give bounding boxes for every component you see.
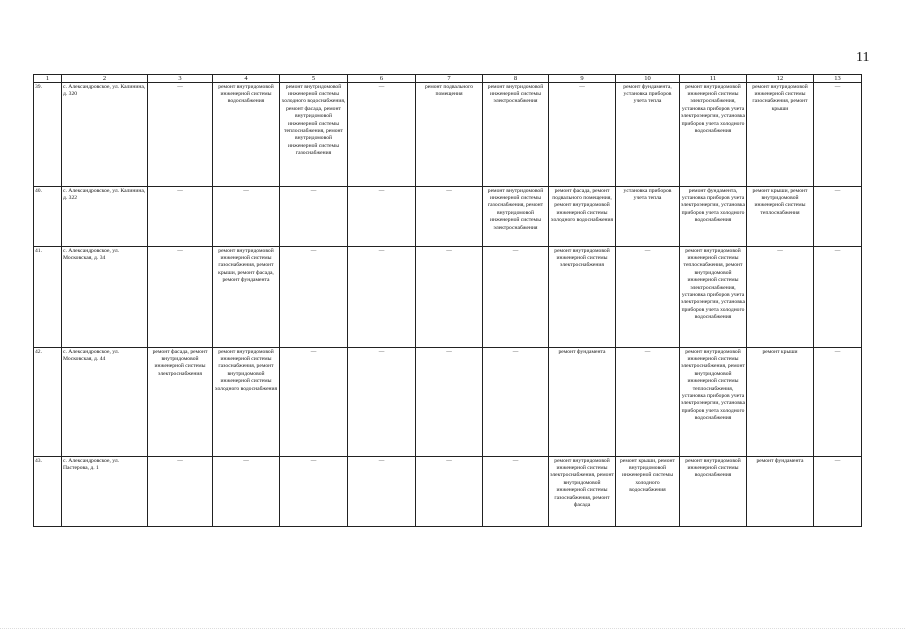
table-cell: —	[348, 187, 416, 247]
table-cell: ремонт внутридомовой инженерной системы газоснабжения, ремонт крыши	[747, 83, 814, 187]
table-cell: —	[280, 247, 348, 348]
table-cell: ремонт фундамента	[747, 457, 814, 527]
table-cell: ремонт внутридомовой инженерной системы газоснабжения, ремонт внутридомовой инженерной системы электроснабжения	[483, 187, 549, 247]
table-row	[34, 187, 862, 247]
row-number: 39.	[34, 83, 62, 187]
column-header: 13	[814, 75, 862, 83]
address-cell: с. Александровское, ул. Калинина, д. 322	[62, 187, 148, 247]
table-cell: —	[483, 348, 549, 457]
table-cell: ремонт внутридомовой инженерной системы электроснабжения	[549, 247, 616, 348]
address-cell: с. Александровское, ул. Московская, д. 34	[62, 247, 148, 348]
table-cell: —	[416, 348, 483, 457]
table-row	[34, 247, 862, 348]
column-header: 6	[348, 75, 416, 83]
column-header: 7	[416, 75, 483, 83]
table-cell: —	[747, 247, 814, 348]
table-cell: установка приборов учета тепла	[616, 187, 680, 247]
table-cell: ремонт крыши, ремонт внутридомовой инженерной системы теплоснабжения	[747, 187, 814, 247]
table-cell: ремонт внутридомовой инженерной системы газоснабжения, ремонт крыши, ремонт фасада, ремонт фундамента	[213, 247, 280, 348]
table-cell: —	[348, 457, 416, 527]
table-cell: —	[814, 457, 862, 527]
table-cell: ремонт крыши	[747, 348, 814, 457]
page-number: 11	[856, 50, 870, 65]
table-cell: ремонт внутридомовой инженерной системы теплоснабжения, ремонт внутридомовой инженерной системы электроснабжения, установка приборов учета электроэнергии, установка приборов учета холодного водоснабжения	[680, 247, 747, 348]
column-header: 3	[148, 75, 213, 83]
row-number: 41.	[34, 247, 62, 348]
table-cell: —	[483, 247, 549, 348]
table-cell: ремонт внутридомовой инженерной системы электроснабжения, ремонт внутридомовой инженерной системы газоснабжения, ремонт фасада	[549, 457, 616, 527]
table-cell: —	[416, 457, 483, 527]
table-cell: —	[549, 83, 616, 187]
table-cell: —	[416, 187, 483, 247]
table-cell: ремонт фундамента, установка приборов учета электроэнергии, установка приборов учета холодного водоснабжения	[680, 187, 747, 247]
table-row	[34, 457, 862, 527]
column-header: 10	[616, 75, 680, 83]
table-cell: ремонт внутридомовой инженерной системы электроснабжения	[483, 83, 549, 187]
table-cell: —	[280, 457, 348, 527]
table-cell: ремонт фундамента, установка приборов учета тепла	[616, 83, 680, 187]
column-header: 12	[747, 75, 814, 83]
table-cell: —	[616, 348, 680, 457]
table-cell: —	[814, 247, 862, 348]
address-cell: с. Александровское, ул. Пастерова, д. 1	[62, 457, 148, 527]
table-cell: —	[148, 83, 213, 187]
column-header: 4	[213, 75, 280, 83]
row-number: 42.	[34, 348, 62, 457]
row-number: 43.	[34, 457, 62, 527]
address-cell: с. Александровское, ул. Калинина, д. 320	[62, 83, 148, 187]
table-cell: —	[814, 83, 862, 187]
table-cell: —	[280, 348, 348, 457]
table-row	[34, 83, 862, 187]
table-cell: ремонт крыши, ремонт внутридомовой инженерной системы холодного водоснабжения	[616, 457, 680, 527]
table-cell: —	[348, 83, 416, 187]
table-cell: —	[148, 187, 213, 247]
table-cell: ремонт внутридомовой инженерной системы водоснабжения	[213, 83, 280, 187]
table-cell: —	[616, 247, 680, 348]
table-cell: ремонт внутридомовой инженерной системы холодного водоснабжения, ремонт фасада, ремонт внутридомовой инженерной системы теплоснабжения, ремонт внутридомовой инженерной системы газоснабжения	[280, 83, 348, 187]
table-cell: —	[213, 457, 280, 527]
column-header: 11	[680, 75, 747, 83]
table-cell: —	[416, 247, 483, 348]
column-number-header-row	[34, 75, 862, 83]
column-header: 2	[62, 75, 148, 83]
table-cell: ремонт фасада, ремонт подвального помещения, ремонт внутридомовой инженерной системы холодного водоснабжения	[549, 187, 616, 247]
table-cell: ремонт фундамента	[549, 348, 616, 457]
address-cell: с. Александровское, ул. Московская, д. 44	[62, 348, 148, 457]
column-header: 1	[34, 75, 62, 83]
table-cell: —	[814, 187, 862, 247]
repair-schedule-table	[33, 74, 862, 527]
table-row	[34, 348, 862, 457]
table-cell: —	[280, 187, 348, 247]
scan-edge-noise	[0, 628, 905, 635]
table-cell: ремонт внутридомовой инженерной системы электроснабжения, установка приборов учета электроэнергии, установка приборов учета холодного водоснабжения	[680, 83, 747, 187]
table-cell: ремонт внутридомовой инженерной системы газоснабжения, ремонт внутридомовой инженерной системы холодного водоснабжения	[213, 348, 280, 457]
column-header: 8	[483, 75, 549, 83]
table-cell: —	[483, 457, 549, 527]
table-cell: —	[148, 457, 213, 527]
table-cell: —	[348, 348, 416, 457]
table-cell: ремонт подвального помещения	[416, 83, 483, 187]
table-cell: ремонт внутридомовой инженерной системы электроснабжения, ремонт внутридомовой инженерной системы теплоснабжения, установка приборов учета электроэнергии, установка приборов учета холодного водоснабжения	[680, 348, 747, 457]
table-cell: ремонт фасада, ремонт внутридомовой инженерной системы электроснабжения	[148, 348, 213, 457]
table-cell: —	[348, 247, 416, 348]
table-cell: —	[213, 187, 280, 247]
column-header: 9	[549, 75, 616, 83]
row-number: 40.	[34, 187, 62, 247]
table-cell: —	[148, 247, 213, 348]
table-cell: —	[814, 348, 862, 457]
table-cell: ремонт внутридомовой инженерной системы водоснабжения	[680, 457, 747, 527]
column-header: 5	[280, 75, 348, 83]
